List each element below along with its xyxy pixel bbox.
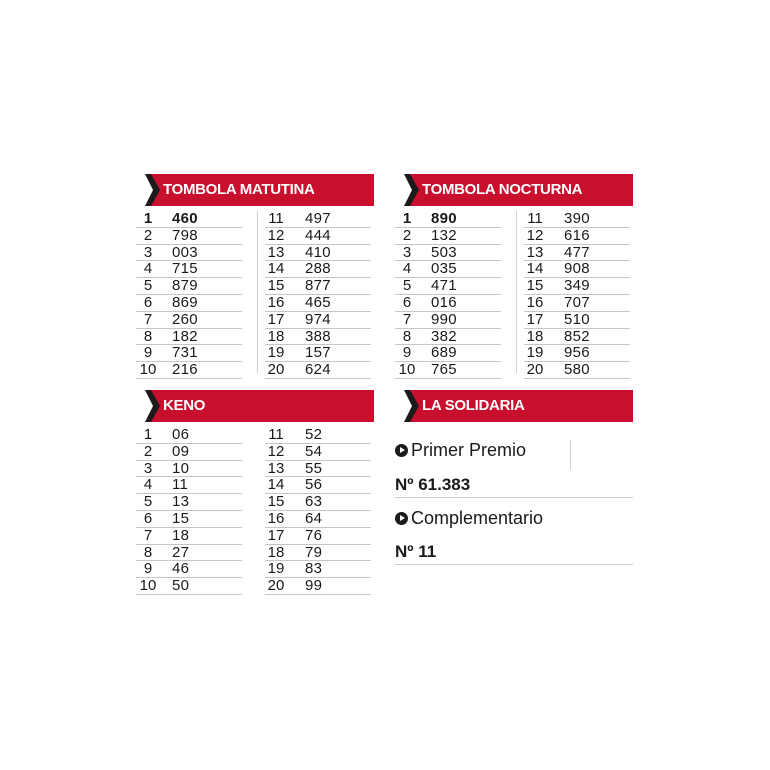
results-column-right — [524, 211, 630, 379]
position-number: 17 — [267, 310, 285, 328]
drawn-number: 460 — [172, 210, 198, 227]
position-number: 15 — [267, 493, 285, 511]
position-number: 2 — [402, 226, 412, 244]
complementario-label: Complementario — [395, 508, 543, 529]
position-number: 8 — [402, 327, 412, 345]
drawn-number: 510 — [564, 310, 590, 328]
panel-header — [395, 390, 633, 422]
result-row — [395, 345, 501, 362]
result-row — [395, 228, 501, 245]
result-row — [265, 494, 371, 511]
results-column-right — [265, 211, 371, 379]
results-column-left — [136, 211, 242, 379]
column-divider — [257, 211, 258, 373]
position-number: 10 — [139, 577, 157, 595]
position-number: 18 — [526, 327, 544, 345]
position-number: 19 — [267, 344, 285, 362]
position-number: 9 — [143, 344, 153, 362]
drawn-number: 731 — [172, 344, 198, 362]
panel-title: TOMBOLA NOCTURNA — [422, 181, 583, 198]
drawn-number: 13 — [172, 493, 190, 511]
result-row — [265, 477, 371, 494]
drawn-number: 689 — [431, 344, 457, 362]
result-row — [265, 511, 371, 528]
position-number: 10 — [398, 361, 416, 379]
drawn-number: 707 — [564, 293, 590, 311]
result-row — [265, 245, 371, 262]
result-row — [265, 312, 371, 329]
result-row — [265, 261, 371, 278]
result-row — [395, 295, 501, 312]
drawn-number: 497 — [305, 210, 331, 227]
position-number: 7 — [143, 526, 153, 544]
panel-tombola-nocturna — [395, 174, 633, 379]
drawn-number: 477 — [564, 243, 590, 261]
position-number: 10 — [139, 361, 157, 379]
result-row — [265, 545, 371, 562]
result-row — [136, 329, 242, 346]
primer-premio-label: Primer Premio — [395, 440, 526, 461]
position-number: 20 — [267, 577, 285, 595]
drawn-number: 765 — [431, 361, 457, 379]
drawn-number: 035 — [431, 260, 457, 278]
position-number: 7 — [402, 310, 412, 328]
result-row — [136, 561, 242, 578]
result-row — [136, 578, 242, 595]
result-row — [395, 362, 501, 379]
result-row — [136, 528, 242, 545]
result-row — [136, 312, 242, 329]
panel-header — [136, 174, 374, 206]
drawn-number: 18 — [172, 526, 190, 544]
panel-tombola-matutina — [136, 174, 374, 379]
drawn-number: 10 — [172, 459, 190, 477]
drawn-number: 624 — [305, 361, 331, 379]
result-row — [395, 329, 501, 346]
drawn-number: 216 — [172, 361, 198, 379]
panel-la-solidaria — [395, 390, 633, 570]
position-number: 7 — [143, 310, 153, 328]
position-number: 18 — [267, 327, 285, 345]
position-number: 20 — [526, 361, 544, 379]
result-row — [265, 427, 371, 444]
position-number: 2 — [143, 442, 153, 460]
drawn-number: 465 — [305, 293, 331, 311]
results-column-left — [136, 427, 242, 595]
result-row — [265, 578, 371, 595]
panel-header — [136, 390, 374, 422]
panel-keno — [136, 390, 374, 595]
drawn-number: 15 — [172, 509, 190, 527]
result-row — [136, 345, 242, 362]
drawn-number: 132 — [431, 226, 457, 244]
panel-title: TOMBOLA MATUTINA — [163, 181, 315, 198]
divider — [395, 497, 633, 498]
result-row — [136, 211, 242, 228]
result-row — [136, 477, 242, 494]
position-number: 9 — [402, 344, 412, 362]
drawn-number: 956 — [564, 344, 590, 362]
position-number: 8 — [143, 543, 153, 561]
result-row — [136, 545, 242, 562]
position-number: 3 — [402, 243, 412, 261]
position-number: 1 — [143, 426, 153, 443]
drawn-number: 288 — [305, 260, 331, 278]
drawn-number: 09 — [172, 442, 190, 460]
position-number: 13 — [267, 459, 285, 477]
drawn-number: 444 — [305, 226, 331, 244]
result-row — [524, 329, 630, 346]
drawn-number: 852 — [564, 327, 590, 345]
drawn-number: 55 — [305, 459, 323, 477]
position-number: 13 — [267, 243, 285, 261]
drawn-number: 260 — [172, 310, 198, 328]
result-row — [524, 362, 630, 379]
drawn-number: 64 — [305, 509, 323, 527]
result-row — [395, 278, 501, 295]
position-number: 6 — [143, 293, 153, 311]
result-row — [136, 278, 242, 295]
position-number: 3 — [143, 459, 153, 477]
divider — [395, 564, 633, 565]
position-number: 14 — [267, 260, 285, 278]
position-number: 2 — [143, 226, 153, 244]
drawn-number: 879 — [172, 277, 198, 295]
result-row — [265, 345, 371, 362]
drawn-number: 46 — [172, 560, 190, 578]
result-row — [395, 261, 501, 278]
play-circle-icon — [395, 512, 408, 525]
drawn-number: 715 — [172, 260, 198, 278]
result-row — [265, 561, 371, 578]
result-row — [265, 444, 371, 461]
result-row — [136, 511, 242, 528]
result-row — [136, 228, 242, 245]
result-row — [524, 245, 630, 262]
results-column-left — [395, 211, 501, 379]
position-number: 17 — [526, 310, 544, 328]
drawn-number: 52 — [305, 426, 323, 443]
drawn-number: 182 — [172, 327, 198, 345]
results-table — [136, 211, 374, 379]
position-number: 14 — [526, 260, 544, 278]
drawn-number: 11 — [172, 476, 189, 494]
position-number: 12 — [267, 442, 285, 460]
divider — [570, 440, 571, 470]
position-number: 6 — [143, 509, 153, 527]
drawn-number: 63 — [305, 493, 323, 511]
drawn-number: 616 — [564, 226, 590, 244]
drawn-number: 99 — [305, 577, 323, 595]
drawn-number: 388 — [305, 327, 331, 345]
result-row — [265, 278, 371, 295]
result-row — [524, 312, 630, 329]
drawn-number: 869 — [172, 293, 198, 311]
position-number: 6 — [402, 293, 412, 311]
position-number: 14 — [267, 476, 285, 494]
drawn-number: 798 — [172, 226, 198, 244]
drawn-number: 157 — [305, 344, 331, 362]
position-number: 20 — [267, 361, 285, 379]
drawn-number: 503 — [431, 243, 457, 261]
drawn-number: 016 — [431, 293, 457, 311]
drawn-number: 56 — [305, 476, 323, 494]
result-row — [395, 312, 501, 329]
primer-premio-number: Nº 61.383 — [395, 475, 471, 494]
position-number: 1 — [402, 210, 412, 227]
play-circle-icon — [395, 444, 408, 457]
drawn-number: 06 — [172, 426, 190, 443]
result-row — [136, 245, 242, 262]
drawn-number: 50 — [172, 577, 190, 595]
position-number: 4 — [143, 260, 153, 278]
drawn-number: 79 — [305, 543, 323, 561]
results-table — [136, 427, 374, 595]
result-row — [265, 228, 371, 245]
position-number: 16 — [267, 509, 285, 527]
position-number: 15 — [526, 277, 544, 295]
position-number: 5 — [143, 493, 153, 511]
position-number: 4 — [402, 260, 412, 278]
result-row — [136, 427, 242, 444]
position-number: 11 — [268, 210, 284, 227]
result-row — [265, 362, 371, 379]
result-row — [136, 444, 242, 461]
position-number: 18 — [267, 543, 285, 561]
drawn-number: 877 — [305, 277, 331, 295]
drawn-number: 908 — [564, 260, 590, 278]
drawn-number: 76 — [305, 526, 323, 544]
result-row — [265, 295, 371, 312]
result-row — [136, 362, 242, 379]
drawn-number: 27 — [172, 543, 190, 561]
position-number: 5 — [143, 277, 153, 295]
result-row — [524, 228, 630, 245]
results-column-right — [265, 427, 371, 595]
position-number: 13 — [526, 243, 544, 261]
complementario-number: Nº 11 — [395, 542, 437, 561]
position-number: 17 — [267, 526, 285, 544]
result-row — [524, 295, 630, 312]
result-row — [524, 278, 630, 295]
position-number: 12 — [526, 226, 544, 244]
drawn-number: 580 — [564, 361, 590, 379]
panel-title: KENO — [163, 397, 206, 414]
result-row — [524, 345, 630, 362]
position-number: 3 — [143, 243, 153, 261]
drawn-number: 471 — [431, 277, 457, 295]
position-number: 11 — [527, 210, 543, 227]
column-divider — [516, 211, 517, 373]
panel-title: LA SOLIDARIA — [422, 397, 525, 414]
drawn-number: 382 — [431, 327, 457, 345]
position-number: 1 — [143, 210, 153, 227]
results-table — [395, 211, 633, 379]
position-number: 16 — [526, 293, 544, 311]
drawn-number: 54 — [305, 442, 323, 460]
result-row — [265, 211, 371, 228]
position-number: 4 — [143, 476, 153, 494]
position-number: 5 — [402, 277, 412, 295]
drawn-number: 83 — [305, 560, 323, 578]
position-number: 16 — [267, 293, 285, 311]
drawn-number: 974 — [305, 310, 331, 328]
result-row — [265, 528, 371, 545]
panel-header — [395, 174, 633, 206]
result-row — [395, 211, 501, 228]
position-number: 11 — [268, 426, 284, 443]
position-number: 19 — [267, 560, 285, 578]
drawn-number: 349 — [564, 277, 590, 295]
drawn-number: 990 — [431, 310, 457, 328]
position-number: 12 — [267, 226, 285, 244]
result-row — [265, 461, 371, 478]
result-row — [136, 295, 242, 312]
drawn-number: 390 — [564, 210, 590, 227]
result-row — [265, 329, 371, 346]
position-number: 9 — [143, 560, 153, 578]
position-number: 19 — [526, 344, 544, 362]
position-number: 8 — [143, 327, 153, 345]
position-number: 15 — [267, 277, 285, 295]
drawn-number: 890 — [431, 210, 457, 227]
result-row — [136, 494, 242, 511]
result-row — [136, 261, 242, 278]
result-row — [136, 461, 242, 478]
drawn-number: 410 — [305, 243, 331, 261]
result-row — [395, 245, 501, 262]
drawn-number: 003 — [172, 243, 198, 261]
result-row — [524, 261, 630, 278]
result-row — [524, 211, 630, 228]
